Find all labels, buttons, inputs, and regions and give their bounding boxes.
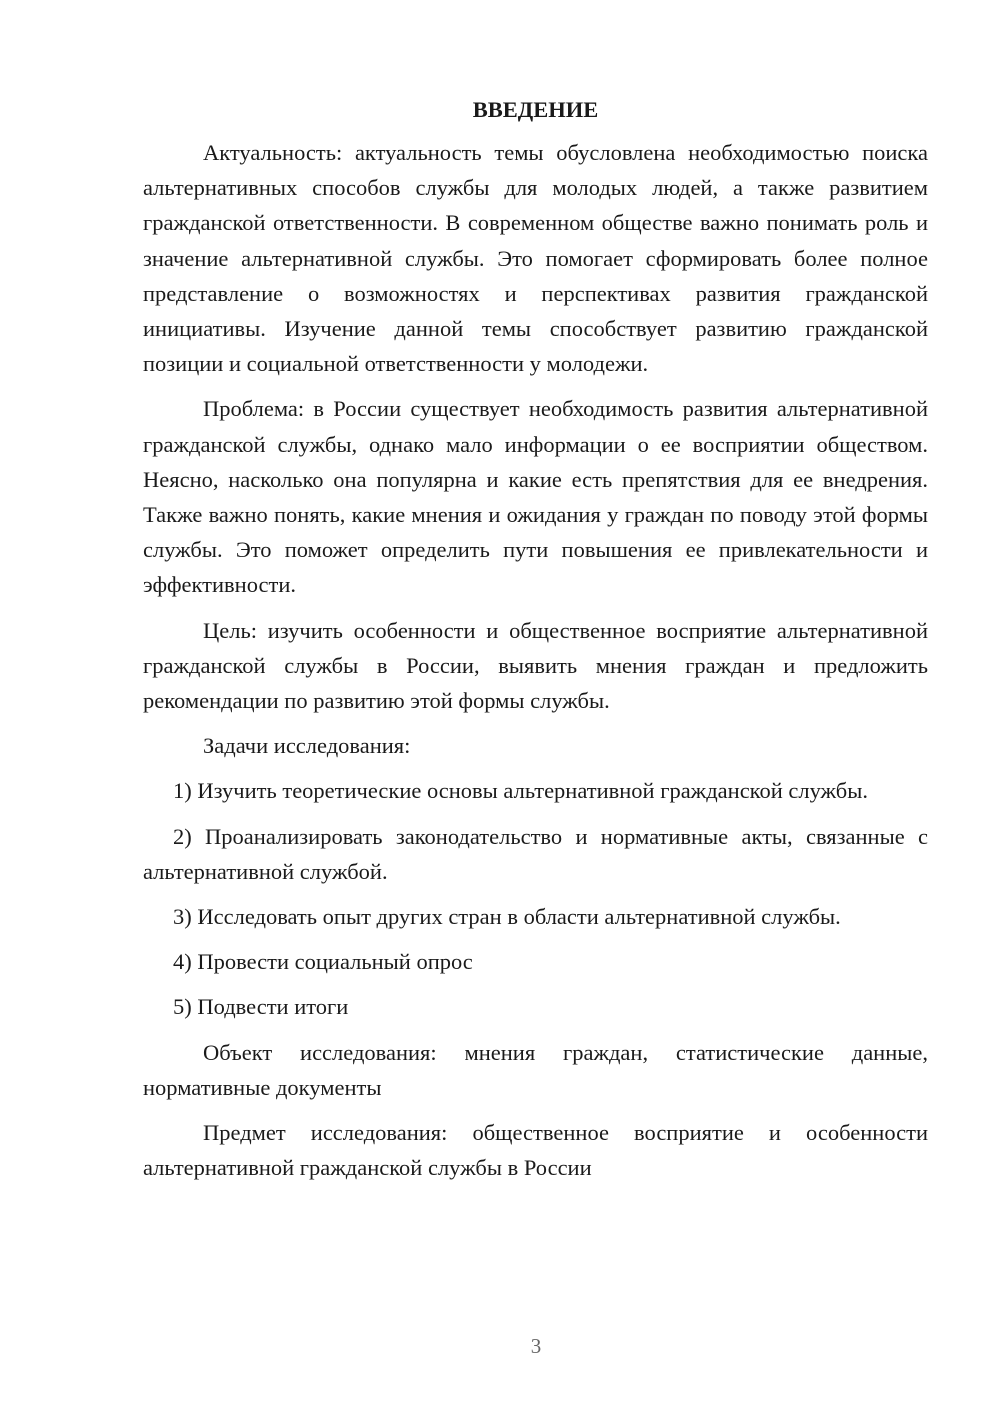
task-item: 3) Исследовать опыт других стран в области альтернативной службы. [173, 904, 841, 930]
goal-paragraph: Цель: изучить особенности и общественное восприятие альтернативной гражданской службы в России, выявить мнения граждан и предложить рекомендации по развитию этой формы службы. [143, 617, 928, 714]
page-number: 3 [530, 1334, 542, 1358]
task-item: 1) Изучить теоретические основы альтернативной гражданской службы. [173, 778, 868, 804]
task-item: 2) Проанализировать законодательство и нормативные акты, связанные с альтернативной службой. [143, 823, 928, 884]
page-title: ВВЕДЕНИЕ [472, 97, 599, 122]
task-item: 4) Провести социальный опрос [173, 949, 473, 975]
research-object-paragraph: Объект исследования: мнения граждан, статистические данные, нормативные документы [143, 1039, 928, 1100]
tasks-list [143, 773, 928, 1024]
tasks-heading: Задачи исследования: [203, 733, 411, 759]
research-subject-paragraph: Предмет исследования: общественное восприятие и особенности альтернативной гражданской службы в России [143, 1120, 928, 1181]
relevance-paragraph: Актуальность: актуальность темы обусловлена необходимостью поиска альтернативных способов службы для молодых людей, а также развитием гражданской ответственности. В современном обществе важно понимать роль и значение альтернативной службы. Это помогает сформировать более полное представление о возможностях и перспективах развития гражданской инициативы. Изучение данной темы способствует развитию гражданской позиции и социальной ответственности у молодежи. [143, 140, 928, 377]
problem-paragraph: Проблема: в России существует необходимость развития альтернативной гражданской службы, однако мало информации о ее восприятии обществом. Неясно, насколько она популярна и какие есть препятствия для ее внедрения. Также важно понять, какие мнения и ожидания у граждан по поводу этой формы службы. Это поможет определить пути повышения ее привлекательности и эффективности. [143, 396, 928, 598]
page-content [143, 92, 928, 1195]
task-item: 5) Подвести итоги [173, 994, 349, 1020]
